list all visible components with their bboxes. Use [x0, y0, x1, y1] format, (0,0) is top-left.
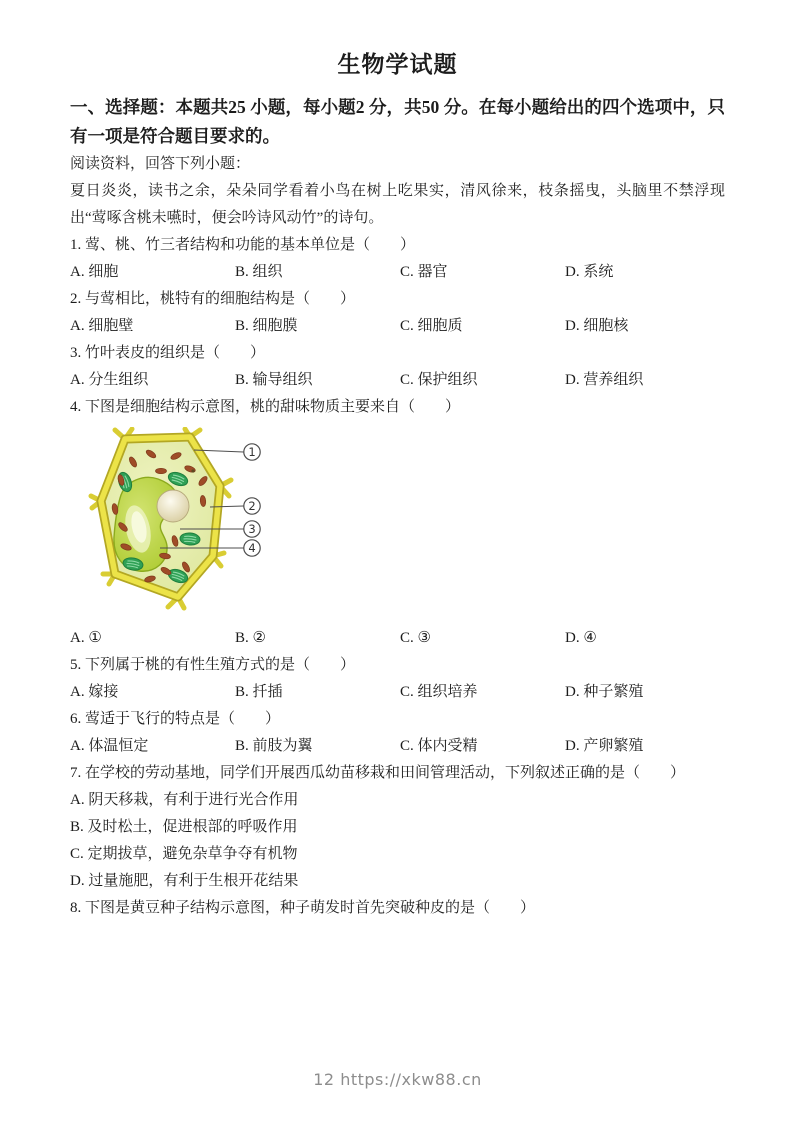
options [70, 367, 725, 394]
option: A. 分生组织 [70, 372, 149, 388]
options [70, 313, 725, 340]
page-footer-watermark: 12 https://xkw88.cn [313, 1070, 482, 1089]
option: D. 过量施肥，有利于生根开花结果 [70, 873, 299, 889]
question-stem: 3. 竹叶表皮的组织是（ ） [70, 345, 266, 361]
option: A. 阴天移栽，有利于进行光合作用 [70, 792, 299, 808]
question-stem: 7. 在学校的劳动基地，同学们开展西瓜幼苗移栽和田间管理活动，下列叙述正确的是（ ） [70, 765, 686, 781]
page-title: 生物学试题 [337, 52, 458, 77]
option: B. 及时松土，促进根部的呼吸作用 [70, 819, 298, 835]
option: A. 嫁接 [70, 684, 119, 700]
options [70, 625, 725, 652]
question-stem: 8. 下图是黄豆种子结构示意图，种子萌发时首先突破种皮的是（ ） [70, 900, 536, 916]
option: C. 体内受精 [400, 738, 478, 754]
option: B. 组织 [235, 264, 283, 280]
option: B. 细胞膜 [235, 318, 298, 334]
plant-cell-figure [70, 421, 725, 625]
options [70, 679, 725, 706]
option: C. 保护组织 [400, 372, 478, 388]
option: D. 系统 [565, 264, 614, 280]
option: D. 营养组织 [565, 372, 644, 388]
option: C. 组织培养 [400, 684, 478, 700]
option: C. 器官 [400, 264, 448, 280]
reading-passage: 夏日炎炎，读书之余，朵朵同学看着小鸟在树上吃果实，清风徐来，枝条摇曳，头脑里不禁浮现出“莺啄含桃未嚥时，便会吟诗风动竹”的诗句。 [70, 183, 725, 226]
options [70, 259, 725, 286]
option: C. 定期拔草，避免杂草争夺有机物 [70, 846, 298, 862]
question-stem: 2. 与莺相比，桃特有的细胞结构是（ ） [70, 291, 356, 307]
question-stem: 1. 莺、桃、竹三者结构和功能的基本单位是（ ） [70, 237, 416, 253]
option: B. ② [235, 630, 266, 646]
section-heading: 一、选择题：本题共25 小题，每小题2 分，共50 分。在每小题给出的四个选项中，只有一项是符合题目要求的。 [70, 97, 725, 146]
option: C. ③ [400, 630, 431, 646]
option: A. 细胞壁 [70, 318, 134, 334]
question-stem: 4. 下图是细胞结构示意图，桃的甜味物质主要来自（ ） [70, 399, 461, 415]
option: D. 种子繁殖 [565, 684, 644, 700]
plant-cell-diagram [88, 427, 278, 623]
questions [70, 232, 725, 922]
callout-label-1: 1 [248, 445, 256, 459]
nucleus [157, 490, 189, 522]
option: A. 细胞 [70, 264, 119, 280]
option: D. 细胞核 [565, 318, 629, 334]
option: D. ④ [565, 630, 597, 646]
option: A. ① [70, 630, 102, 646]
option: A. 体温恒定 [70, 738, 149, 754]
option: D. 产卵繁殖 [565, 738, 644, 754]
callout-label-2: 2 [248, 499, 256, 513]
option: B. 扦插 [235, 684, 283, 700]
callout-numbers [248, 445, 255, 555]
options [70, 733, 725, 760]
option: B. 输导组织 [235, 372, 313, 388]
options [70, 787, 725, 895]
reading-prompt: 阅读资料，回答下列小题： [70, 156, 251, 172]
question-stem: 6. 莺适于飞行的特点是（ ） [70, 711, 281, 727]
option: C. 细胞质 [400, 318, 463, 334]
option: B. 前肢为翼 [235, 738, 313, 754]
callout-label-3: 3 [248, 522, 256, 536]
callout-label-4: 4 [248, 541, 256, 555]
question-stem: 5. 下列属于桃的有性生殖方式的是（ ） [70, 657, 356, 673]
